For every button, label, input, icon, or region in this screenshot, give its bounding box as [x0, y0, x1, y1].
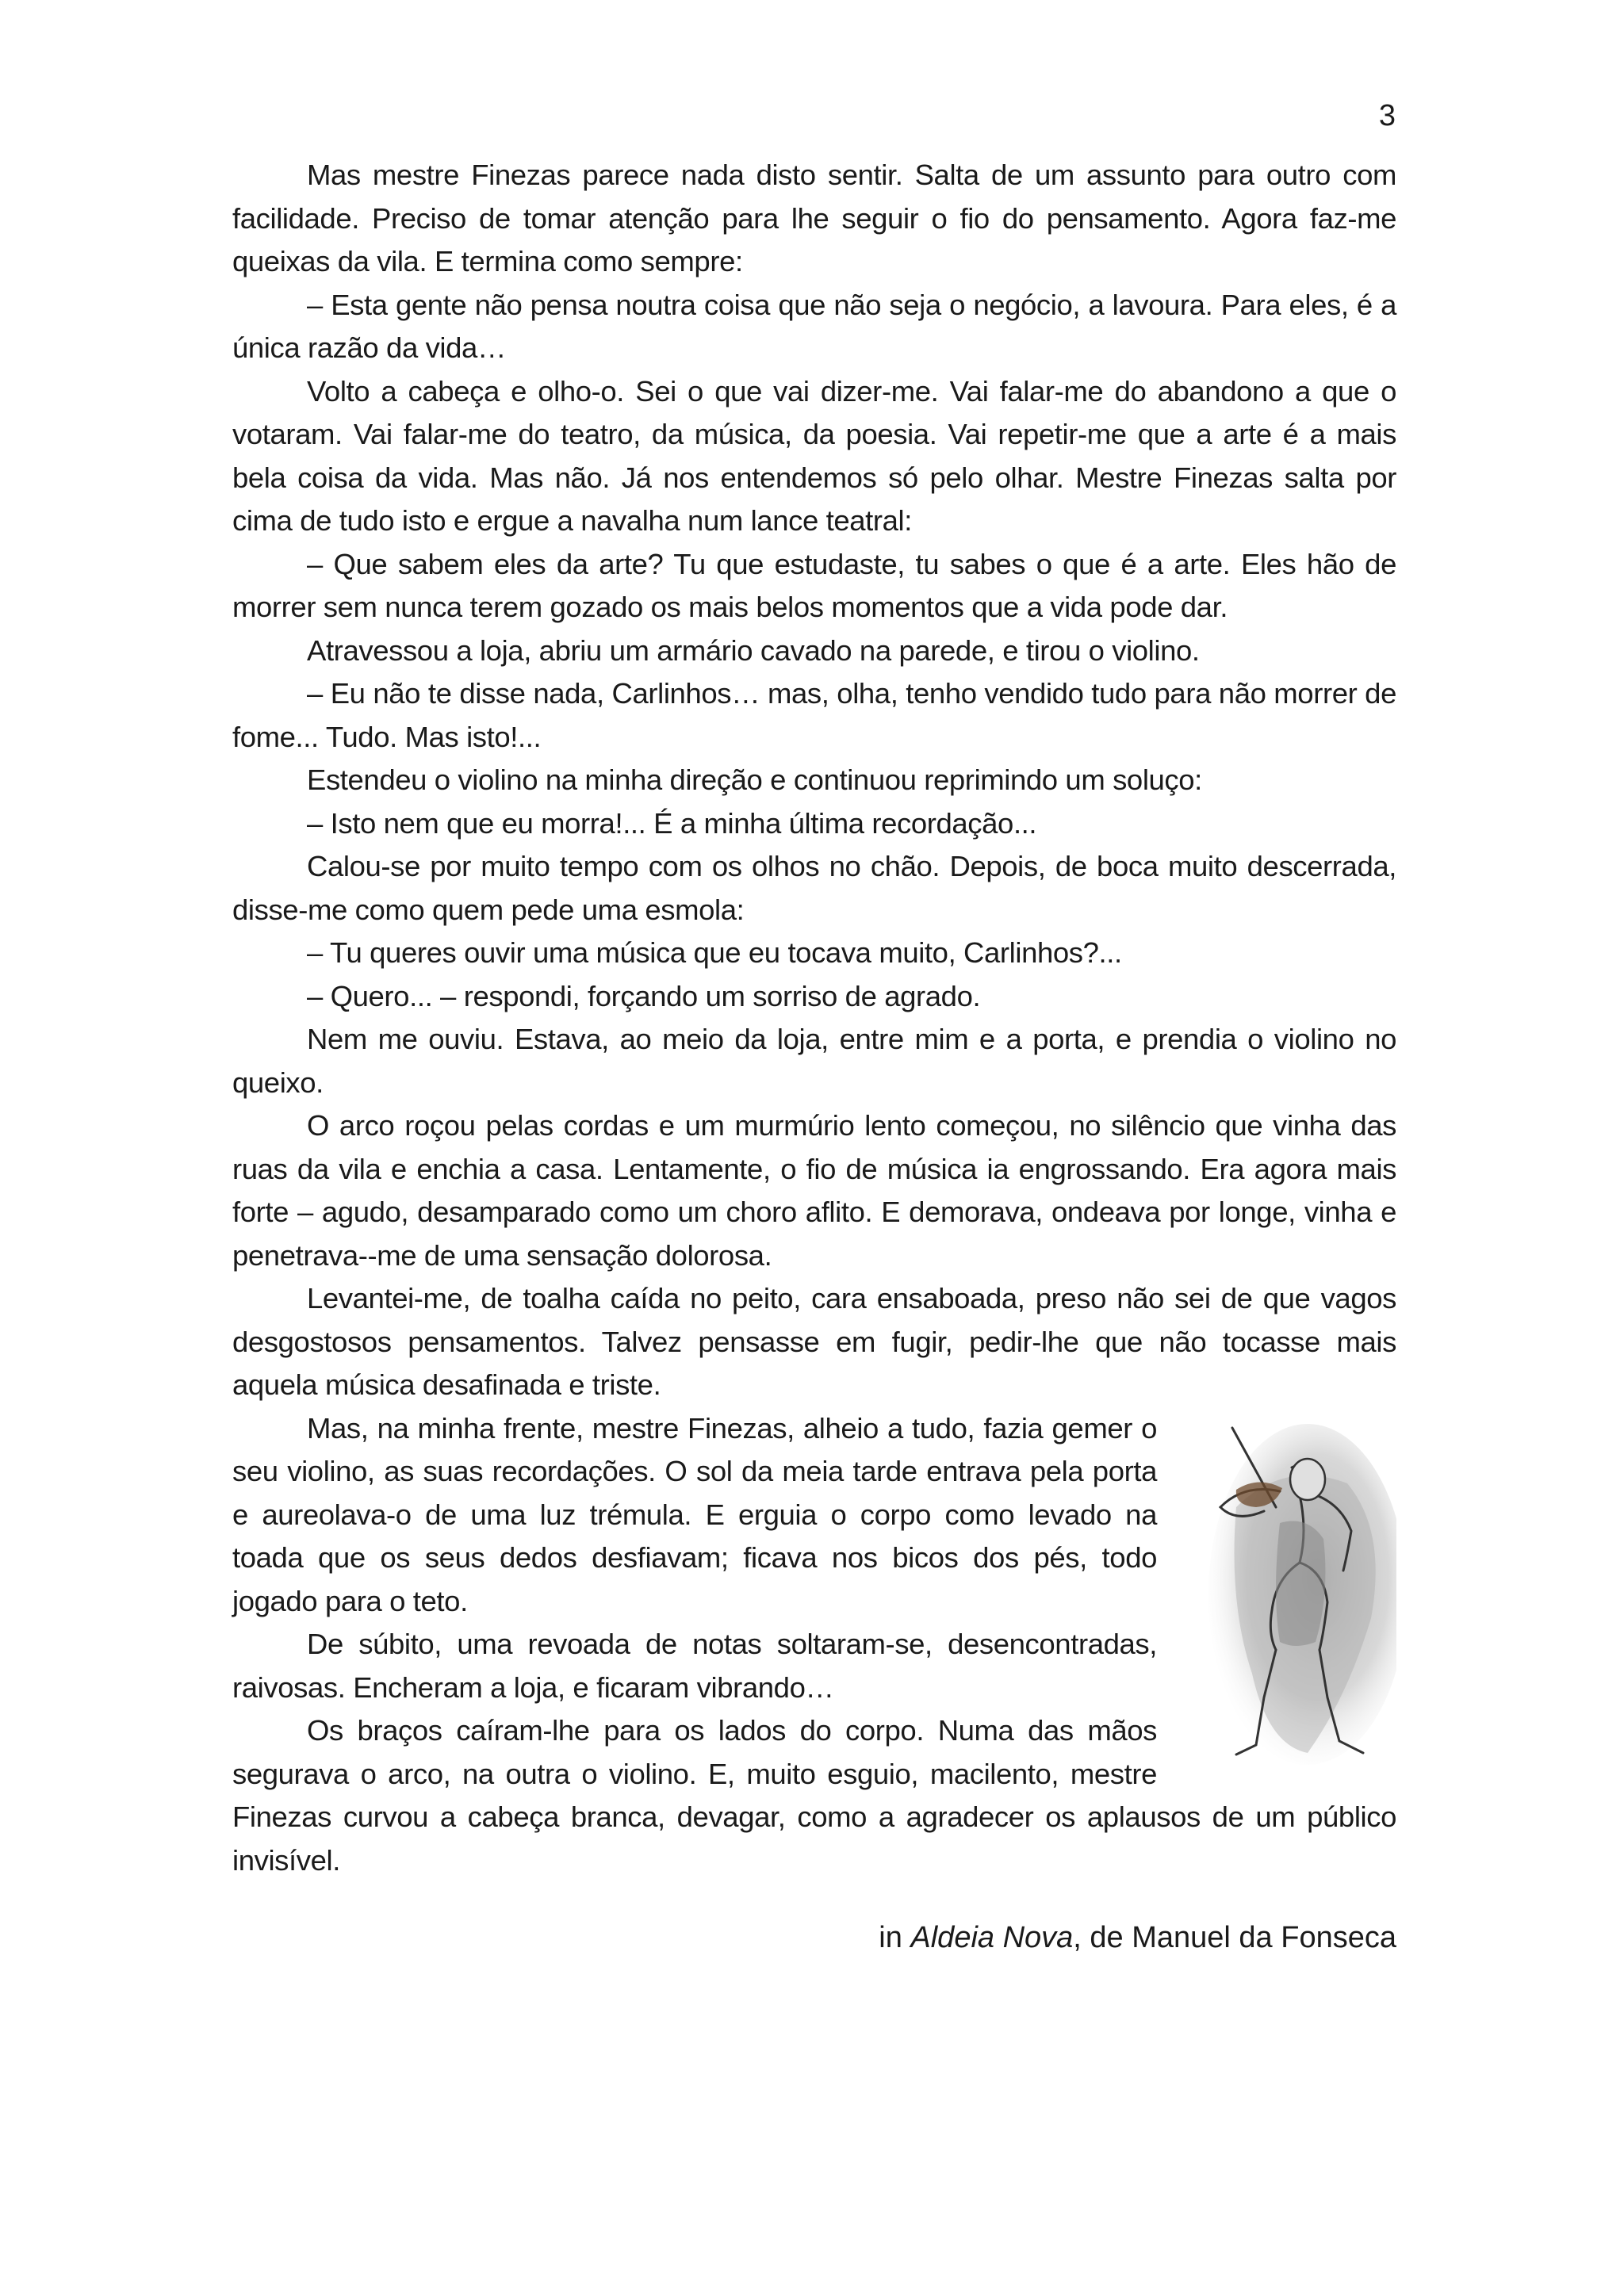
paragraph: – Eu não te disse nada, Carlinhos… mas, olha, tenho vendido tudo para não morrer de fome... Tudo. Mas isto!... [232, 677, 1396, 753]
citation-prefix: in [879, 1921, 911, 1954]
paragraph: Calou-se por muito tempo com os olhos no chão. Depois, de boca muito descerrada, disse-me como quem pede uma esmola: [232, 850, 1396, 926]
paragraph: – Isto nem que eu morra!... É a minha última recordação... [307, 806, 1037, 840]
book-title: Aldeia Nova [910, 1921, 1074, 1954]
story-text [232, 154, 1396, 1882]
paragraph: – Esta gente não pensa noutra coisa que não seja o negócio, a lavoura. Para eles, é a única razão da vida… [232, 288, 1396, 364]
paragraph: De súbito, uma revoada de notas soltaram-se, desencontradas, raivosas. Encheram a loja, e ficaram vibrando… [232, 1628, 1157, 1704]
page-number: 3 [1378, 99, 1396, 132]
paragraph: Os braços caíram-lhe para os lados do corpo. Numa das mãos segurava o arco, na outra o violino. E, muito esguio, macilento, mestre Finezas curvou a cabeça branca, devagar, como a agradecer os aplausos de um público invisível. [232, 1714, 1396, 1877]
paragraph: – Quero... – respondi, forçando um sorriso de agrado. [307, 979, 981, 1012]
paragraph: O arco roçou pelas cordas e um murmúrio lento começou, no silêncio que vinha das ruas da vila e enchia a casa. Lentamente, o fio de música ia engrossando. Era agora mais forte – agudo, desamparado como um choro aflito. E demorava, ondeava por longe, vinha e penetrava--me de uma sensação dolorosa. [232, 1109, 1396, 1272]
paragraph: Atravessou a loja, abriu um armário cavado na parede, e tirou o violino. [307, 633, 1200, 667]
citation [872, 1920, 1396, 1955]
illustrated-section [232, 1407, 1396, 1883]
citation-author: , de Manuel da Fonseca [1073, 1921, 1396, 1954]
paragraph: Volto a cabeça e olho-o. Sei o que vai dizer-me. Vai falar-me do abandono a que o votaram. Vai falar-me do teatro, da música, da poesia. Vai repetir-me que a arte é a mais bela coisa da vida. Mas não. Já nos entendemos só pelo olhar. Mestre Finezas salta por cima de tudo isto e ergue a navalha num lance teatral: [232, 374, 1396, 537]
violinist-drawing-icon [1189, 1412, 1396, 1769]
paragraph: – Tu queres ouvir uma música que eu tocava muito, Carlinhos?... [307, 936, 1122, 969]
paragraph: Nem me ouviu. Estava, ao meio da loja, entre mim e a porta, e prendia o violino no queixo. [232, 1023, 1396, 1099]
paragraph: Mas, na minha frente, mestre Finezas, alheio a tudo, fazia gemer o seu violino, as suas recordações. O sol da meia tarde entrava pela porta e aureolava-o de uma luz trémula. E erguia o corpo como levado na toada que os seus dedos desfiavam; ficava nos bicos dos pés, todo jogado para o teto. [232, 1411, 1157, 1617]
paragraph: Levantei-me, de toalha caída no peito, cara ensaboada, preso não sei de que vagos desgostosos pensamentos. Talvez pensasse em fugir, pedir-lhe que não tocasse mais aquela música desafinada e triste. [232, 1282, 1396, 1401]
paragraph: – Que sabem eles da arte? Tu que estudaste, tu sabes o que é a arte. Eles hão de morrer sem nunca terem gozado os mais belos momentos que a vida pode dar. [232, 547, 1396, 623]
paragraph: Estendeu o violino na minha direção e continuou reprimindo um soluço: [307, 763, 1202, 796]
paragraph: Mas mestre Finezas parece nada disto sentir. Salta de um assunto para outro com facilidade. Preciso de tomar atenção para lhe seguir o fio do pensamento. Agora faz-me queixas da vila. E termina como sempre: [232, 159, 1396, 277]
